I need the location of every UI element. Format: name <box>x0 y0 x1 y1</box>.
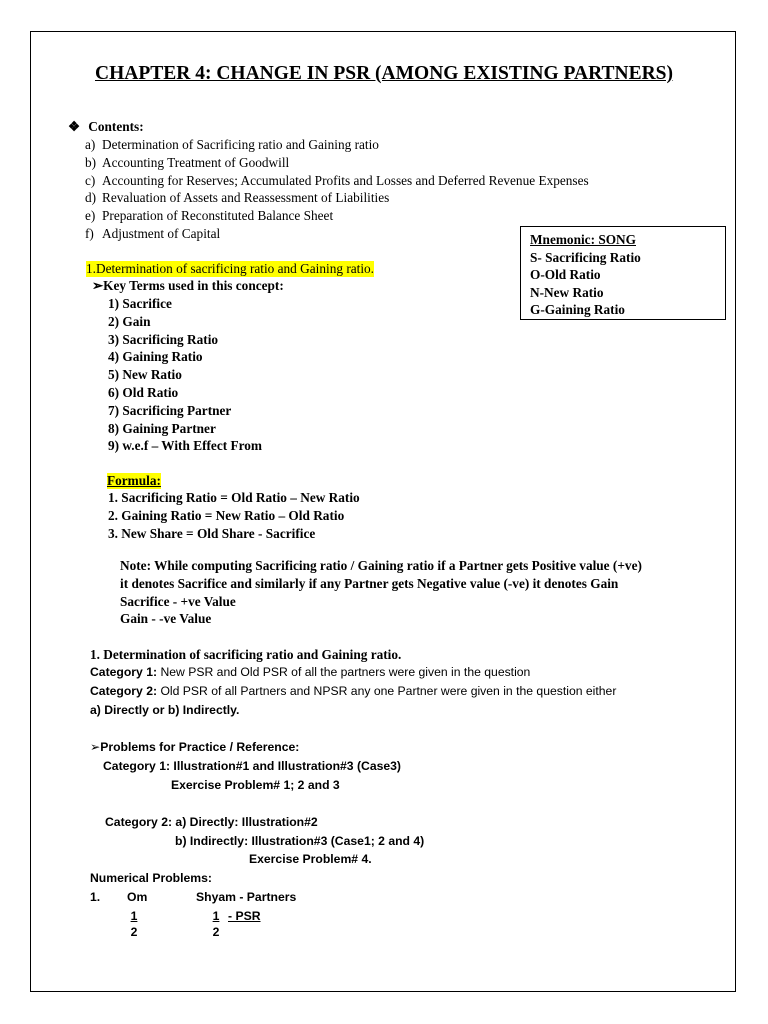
contents-item-text: Revaluation of Assets and Reassessment of Liabilities <box>102 190 390 206</box>
key-term-item: 1) Sacrifice <box>108 296 172 311</box>
om-share-denominator: 2 <box>130 925 138 939</box>
contents-item <box>85 173 589 189</box>
key-term-item: 7) Sacrificing Partner <box>108 402 232 418</box>
contents-item-label: b) <box>85 154 97 170</box>
contents-item-text: Determination of Sacrificing ratio and Gaining ratio <box>102 137 379 152</box>
contents-item-text: Adjustment of Capital <box>102 226 221 241</box>
mnemonic-title: Mnemonic: SONG <box>530 232 636 247</box>
mnemonic-line: S- Sacrificing Ratio <box>530 249 641 265</box>
key-term-item: 3) Sacrificing Ratio <box>108 331 219 347</box>
mnemonic-line: N-New Ratio <box>530 284 604 300</box>
contents-item <box>85 208 333 224</box>
key-term-item: 5) New Ratio <box>108 367 182 383</box>
note-line: it denotes Sacrifice and similarly if any Partner gets Negative value (-ve) it denotes Gain <box>120 575 619 591</box>
contents-item-text: Accounting for Reserves; Accumulated Profits and Losses and Deferred Revenue Expenses <box>102 172 589 188</box>
key-terms-heading: ➢Key Terms used in this concept: <box>92 278 284 293</box>
contents-item <box>85 190 389 206</box>
contents-item-text: Accounting Treatment of Goodwill <box>102 154 290 170</box>
mnemonic-line: G-Gaining Ratio <box>530 302 625 318</box>
shyam-share-denominator: 2 <box>212 925 220 939</box>
note-line: Sacrifice - +ve Value <box>120 593 236 609</box>
category1-line: Category 1: New PSR and Old PSR of all the partners were given in the question <box>90 665 531 679</box>
contents-item-label: d) <box>85 190 97 206</box>
note-line: Note: While computing Sacrificing ratio / Gaining ratio if a Partner gets Positive value (+ve) <box>120 558 642 573</box>
mnemonic-line: O-Old Ratio <box>530 267 601 283</box>
practice-category1-exercise: Exercise Problem# 1; 2 and 3 <box>171 778 340 792</box>
diamond-bullet-icon: ❖ <box>68 119 80 134</box>
category2-continuation: a) Directly or b) Indirectly. <box>90 703 240 717</box>
numerical-heading: Numerical Problems: <box>90 871 212 885</box>
category2-line: Category 2: Old PSR of all Partners and NPSR any one Partner were given in the question either <box>90 684 617 698</box>
contents-item-text: Preparation of Reconstituted Balance Sheet <box>102 208 334 224</box>
formula-heading: Formula: <box>107 473 161 488</box>
page-title: CHAPTER 4: CHANGE IN PSR (AMONG EXISTING PARTNERS) <box>94 63 674 84</box>
contents-heading: ❖ Contents: <box>68 119 144 134</box>
contents-item <box>85 226 220 242</box>
shyam-share-fraction <box>209 909 223 939</box>
contents-item <box>85 137 379 153</box>
key-term-item: 8) Gaining Partner <box>108 420 216 436</box>
note-line: Gain - -ve Value <box>120 611 212 627</box>
section1b-heading: 1. Determination of sacrificing ratio and Gaining ratio. <box>90 647 402 662</box>
key-term-item: 6) Old Ratio <box>108 385 179 400</box>
practice-category1: Category 1: Illustration#1 and Illustration#3 (Case3) <box>103 759 401 773</box>
section1-heading: 1.Determination of sacrificing ratio and Gaining ratio. <box>86 261 375 276</box>
arrow-bullet-icon: ➢ <box>92 278 104 293</box>
practice-category2-indirect: b) Indirectly: Illustration#3 (Case1; 2 and 4) <box>175 834 425 848</box>
partner-om: Om <box>127 890 148 904</box>
shyam-share-numerator: 1 <box>212 909 220 923</box>
key-term-item: 2) Gain <box>108 313 151 329</box>
partner-shyam: Shyam - Partners <box>196 890 297 904</box>
contents-item-label: e) <box>85 208 96 224</box>
arrow-bullet-icon: ➢ <box>90 740 101 754</box>
contents-item <box>85 155 289 171</box>
om-share-numerator: 1 <box>130 909 138 923</box>
practice-heading: ➢Problems for Practice / Reference: <box>90 740 300 754</box>
formula-item: 1. Sacrificing Ratio = Old Ratio – New Ratio <box>108 490 360 505</box>
practice-category2: Category 2: a) Directly: Illustration#2 <box>105 815 318 829</box>
problem-number: 1. <box>90 890 101 904</box>
psr-label: - PSR <box>228 909 261 923</box>
formula-item: 2. Gaining Ratio = New Ratio – Old Ratio <box>108 507 345 523</box>
practice-category2-exercise: Exercise Problem# 4. <box>249 852 372 866</box>
om-share-fraction <box>127 909 141 939</box>
contents-item-label: a) <box>85 137 96 152</box>
key-term-item: 4) Gaining Ratio <box>108 349 203 365</box>
key-term-item: 9) w.e.f – With Effect From <box>108 438 262 454</box>
contents-item-label: f) <box>85 226 94 241</box>
formula-item: 3. New Share = Old Share - Sacrifice <box>108 525 316 541</box>
contents-item-label: c) <box>85 172 96 188</box>
mnemonic-box <box>520 226 726 320</box>
